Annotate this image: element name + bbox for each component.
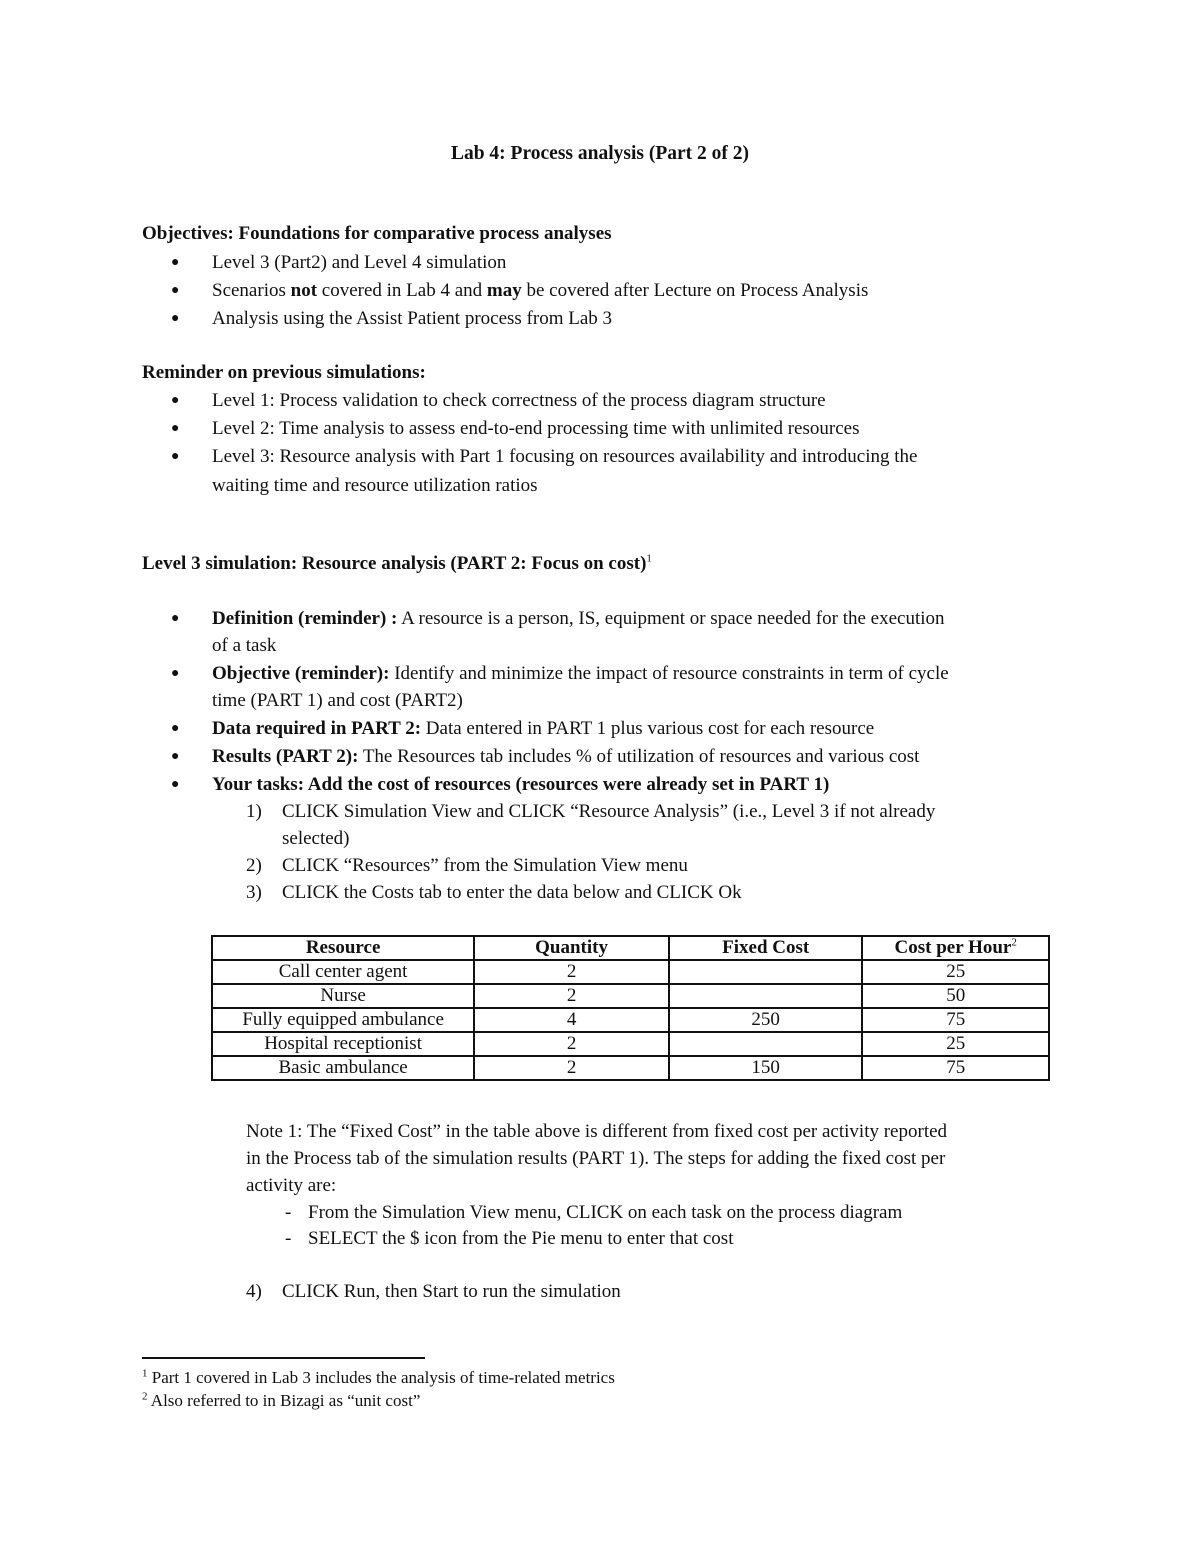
objective-item-scenarios: Scenarios not covered in Lab 4 and may be covered after Lecture on Process Analysis <box>212 280 869 301</box>
bullet-icon: ● <box>171 777 180 792</box>
table-cell: 150 <box>669 1056 862 1080</box>
table-header-cost-per-hour: Cost per Hour$^2$ <box>862 936 1049 960</box>
table-cell: Hospital receptionist <box>212 1032 474 1056</box>
objective-item: Level 3 (Part2) and Level 4 simulation <box>212 252 507 273</box>
bullet-icon: ● <box>171 721 180 736</box>
note-line: in the Process tab of the simulation results (PART 1). The steps for adding the fixed cost per <box>246 1148 946 1169</box>
table-cell: 75 <box>862 1056 1049 1080</box>
table-cell: 2 <box>474 1056 669 1080</box>
step-number: 2) <box>246 855 262 876</box>
table-row <box>212 1008 1049 1032</box>
table-cell: 50 <box>862 984 1049 1008</box>
bullet-icon: ● <box>171 421 180 436</box>
table-cell: Fully equipped ambulance <box>212 1008 474 1032</box>
reminder-item: Level 1: Process validation to check correctness of the process diagram structure <box>212 390 826 411</box>
dash-icon: - <box>285 1228 292 1249</box>
bullet-icon: ● <box>171 393 180 408</box>
table-cell: Basic ambulance <box>212 1056 474 1080</box>
definition-item: Definition (reminder) : A resource is a person, IS, equipment or space needed for the execution <box>212 608 945 629</box>
table-row <box>212 984 1049 1008</box>
table-cell: 250 <box>669 1008 862 1032</box>
bullet-icon: ● <box>171 449 180 464</box>
table-cell: 75 <box>862 1008 1049 1032</box>
objective-reminder-item: Objective (reminder): Identify and minimize the impact of resource constraints in term of cycle <box>212 663 949 684</box>
reminder-item-continuation: waiting time and resource utilization ratios <box>212 475 538 496</box>
note-dash-item: SELECT the $ icon from the Pie menu to enter that cost <box>308 1228 734 1249</box>
results-item: Results (PART 2): The Resources tab includes % of utilization of resources and various cost <box>212 746 920 767</box>
reminder-heading: Reminder on previous simulations: <box>142 362 426 383</box>
level3-heading: Level 3 simulation: Resource analysis (PART 2: Focus on cost)$^1$ <box>142 552 652 574</box>
step-number: 1) <box>246 801 262 822</box>
reminder-item: Level 3: Resource analysis with Part 1 focusing on resources availability and introducing the <box>212 446 918 467</box>
table-cell: 25 <box>862 960 1049 984</box>
objective-item: Analysis using the Assist Patient process from Lab 3 <box>212 308 613 329</box>
step-text: CLICK Simulation View and CLICK “Resource Analysis” (i.e., Level 3 if not already <box>282 801 936 822</box>
bullet-icon: ● <box>171 666 180 681</box>
table-cell <box>669 960 862 984</box>
bullet-icon: ● <box>171 611 180 626</box>
table-cell: Nurse <box>212 984 474 1008</box>
table-header-resource: Resource <box>212 936 474 960</box>
tasks-item: Your tasks: Add the cost of resources (resources were already set in PART 1) <box>212 774 830 795</box>
step-number: 4) <box>246 1281 262 1302</box>
step-text: CLICK “Resources” from the Simulation View menu <box>282 855 688 876</box>
table-header-row <box>212 936 1049 960</box>
dash-icon: - <box>285 1202 292 1223</box>
table-header-quantity: Quantity <box>474 936 669 960</box>
note-dash-item: From the Simulation View menu, CLICK on each task on the process diagram <box>308 1202 903 1223</box>
table-cell: 2 <box>474 960 669 984</box>
reminder-item: Level 2: Time analysis to assess end-to-end processing time with unlimited resources <box>212 418 860 439</box>
footnote-separator <box>142 1357 425 1359</box>
table-header-fixed-cost: Fixed Cost <box>669 936 862 960</box>
bullet-icon: ● <box>171 283 180 298</box>
resource-cost-table <box>211 935 1050 1081</box>
note-line: Note 1: The “Fixed Cost” in the table above is different from fixed cost per activity reported <box>246 1121 948 1142</box>
data-required-item: Data required in PART 2: Data entered in PART 1 plus various cost for each resource <box>212 718 875 739</box>
step-text-continuation: selected) <box>282 828 350 849</box>
bullet-icon: ● <box>171 749 180 764</box>
objective-reminder-continuation: time (PART 1) and cost (PART2) <box>212 690 463 711</box>
step-text: CLICK the Costs tab to enter the data below and CLICK Ok <box>282 882 742 903</box>
footnote: $^2$ Also referred to in Bizagi as “unit cost” <box>142 1390 421 1410</box>
page-title: Lab 4: Process analysis (Part 2 of 2) <box>450 143 750 164</box>
bullet-icon: ● <box>171 255 180 270</box>
objectives-heading: Objectives: Foundations for comparative process analyses <box>142 223 612 244</box>
table-cell <box>669 984 862 1008</box>
table-cell: 2 <box>474 984 669 1008</box>
table-cell: 4 <box>474 1008 669 1032</box>
step-number: 3) <box>246 882 262 903</box>
step-text: CLICK Run, then Start to run the simulation <box>282 1281 621 1302</box>
table-row <box>212 960 1049 984</box>
definition-item-continuation: of a task <box>212 635 277 656</box>
footnote: $^1$ Part 1 covered in Lab 3 includes the analysis of time-related metrics <box>142 1367 615 1387</box>
table-row <box>212 1032 1049 1056</box>
table-row <box>212 1056 1049 1080</box>
table-cell: Call center agent <box>212 960 474 984</box>
table-cell: 25 <box>862 1032 1049 1056</box>
table-cell <box>669 1032 862 1056</box>
table-cell: 2 <box>474 1032 669 1056</box>
bullet-icon: ● <box>171 311 180 326</box>
note-line: activity are: <box>246 1175 337 1196</box>
